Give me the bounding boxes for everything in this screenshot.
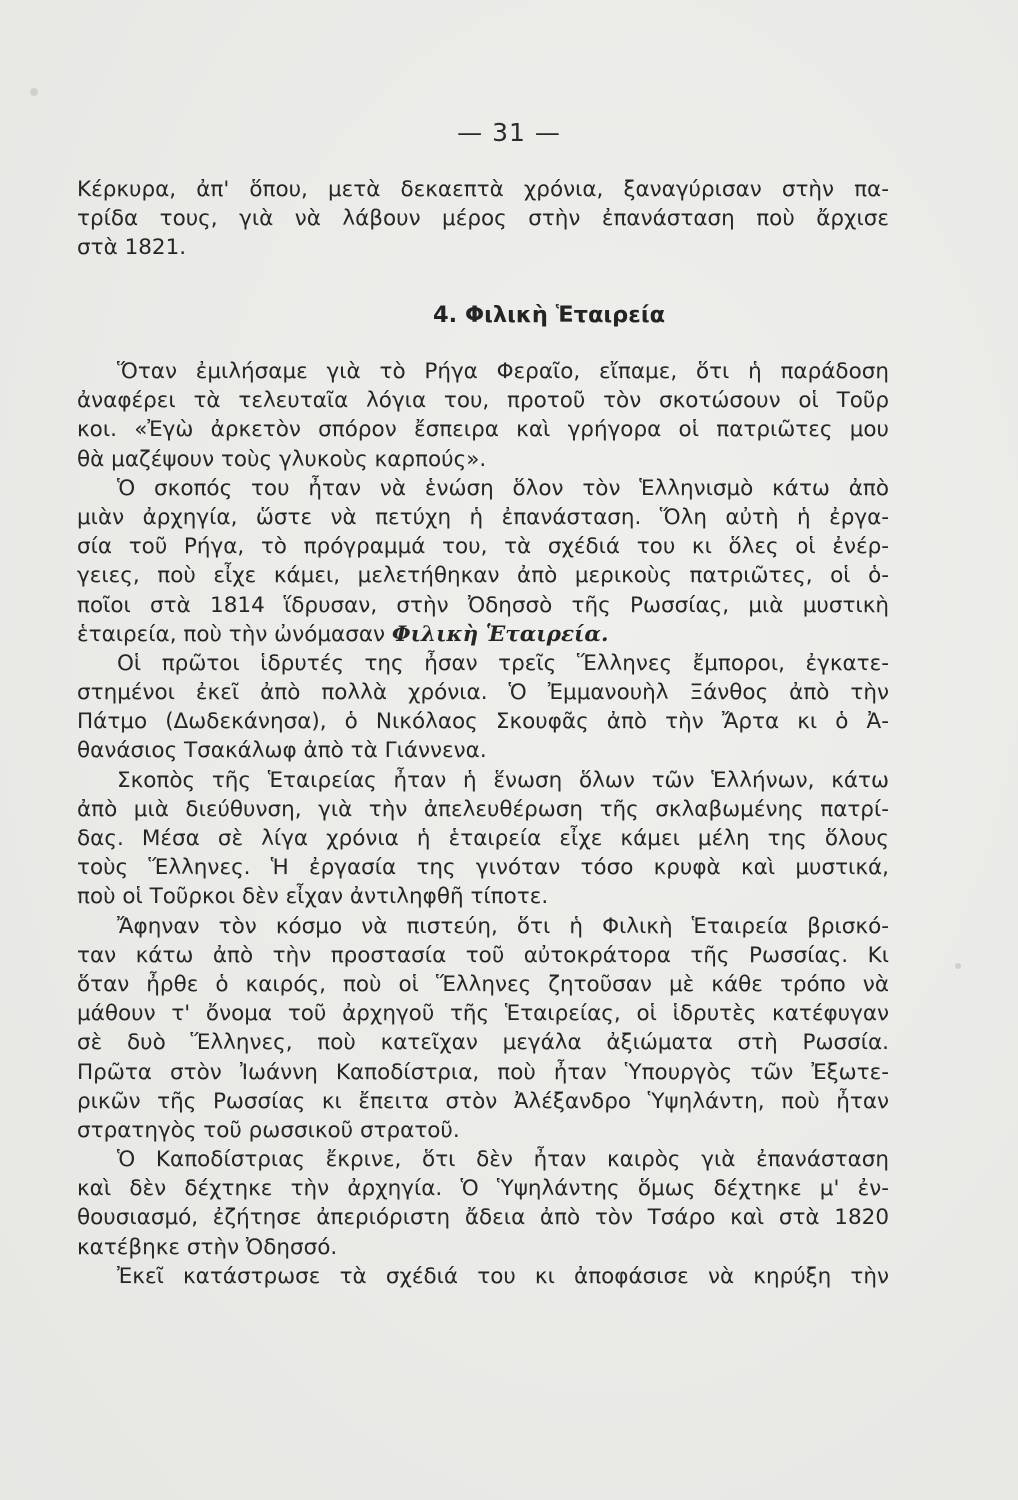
text-line: κατέβηκε στὴν Ὀδησσό. <box>77 1234 338 1260</box>
text-line: δας. Μέσα σὲ λίγα χρόνια ἡ ἑταιρεία εἶχε κάμει μέλη της ὅλους <box>77 826 889 851</box>
intro-paragraph <box>77 175 889 263</box>
text-line: στημένοι ἐκεῖ ἀπὸ πολλὰ χρόνια. Ὁ Ἐμμανουὴλ Ξάνθος ἀπὸ τὴν <box>77 680 889 706</box>
text-line: καὶ δὲν δέχτηκε τὴν ἀρχηγία. Ὁ Ὑψηλάντης ὅμως δέχτηκε μ' ἐν- <box>77 1176 889 1202</box>
text-line: ποῖοι στὰ 1814 ἵδρυσαν, στὴν Ὀδησσὸ τῆς Ρωσσίας, μιὰ μυστικὴ <box>77 592 889 618</box>
text-line: θουσιασμό, ἐζήτησε ἀπεριόριστη ἄδεια ἀπὸ τὸν Τσάρο καὶ στὰ 1820 <box>77 1205 889 1231</box>
text-line: στὰ 1821. <box>77 235 187 261</box>
text-line: μιὰν ἀρχηγία, ὥστε νὰ πετύχη ἡ ἐπανάσταση. Ὅλη αὐτὴ ἡ ἐργα- <box>77 504 889 530</box>
section-heading: 4. Φιλικὴ Ἑταιρεία <box>432 302 666 328</box>
text-line-with-emphasis <box>77 620 889 649</box>
text-line: Κέρκυρα, ἀπ' ὅπου, μετὰ δεκαεπτὰ χρόνια, ξαναγύρισαν στὴν πα- <box>77 177 889 202</box>
text-line: Πάτμο (Δωδεκάνησα), ὁ Νικόλαος Σκουφᾶς ἀπὸ τὴν Ἄρτα κι ὁ Ἀ- <box>77 709 889 735</box>
text-line: σία τοῦ Ρήγα, τὸ πρόγραμμά του, τὰ σχέδιά του κι ὅλες οἱ ἐνέρ- <box>77 534 889 560</box>
section-body <box>77 357 889 1291</box>
text-line: μάθουν τ' ὄνομα τοῦ ἀρχηγοῦ τῆς Ἑταιρείας, οἱ ἱδρυτὲς κατέφυγαν <box>77 1001 889 1027</box>
paper-speck <box>955 963 961 969</box>
text-line: ἀναφέρει τὰ τελευταῖα λόγια του, προτοῦ τὸν σκοτώσουν οἱ Τοῦρ <box>77 388 889 414</box>
paper-speck <box>30 88 38 96</box>
text-line: ποὺ οἱ Τοῦρκοι δὲν εἶχαν ἀντιληφθῆ τίποτε. <box>77 884 549 910</box>
text-line: τρίδα τους, γιὰ νὰ λάβουν μέρος στὴν ἐπανάσταση ποὺ ἄρχισε <box>77 206 889 232</box>
text-line: σὲ δυὸ Ἕλληνες, ποὺ κατεῖχαν μεγάλα ἀξιώματα στὴ Ρωσσία. <box>77 1030 889 1056</box>
text-line: Οἱ πρῶτοι ἱδρυτές της ἦσαν τρεῖς Ἕλληνες ἔμποροι, ἐγκατε- <box>117 650 889 676</box>
text-line: Πρῶτα στὸν Ἰωάννη Καποδίστρια, ποὺ ἦταν Ὑπουργὸς τῶν Ἐξωτε- <box>77 1059 889 1085</box>
text-line: θανάσιος Τσακάλωφ ἀπὸ τὰ Γιάννενα. <box>77 738 487 764</box>
text-line: Ὁ Καποδίστριας ἔκρινε, ὅτι δὲν ἦταν καιρὸς γιὰ ἐπανάσταση <box>117 1147 889 1173</box>
text-line: στρατηγὸς τοῦ ρωσσικοῦ στρατοῦ. <box>77 1117 460 1143</box>
text-line: τοὺς Ἕλληνες. Ἡ ἐργασία της γινόταν τόσο κρυφὰ καὶ μυστικά, <box>77 855 889 881</box>
text-line: ἀπὸ μιὰ διεύθυνση, γιὰ τὴν ἀπελευθέρωση τῆς σκλαβωμένης πατρί- <box>77 796 889 822</box>
emphasized-society-name: Φιλικὴ Ἑταιρεία. <box>391 621 609 647</box>
text-line: Ἐκεῖ κατάστρωσε τὰ σχέδιά του κι ἀποφάσισε νὰ κηρύξη τὴν <box>117 1263 889 1289</box>
text-line: θὰ μαζέψουν τοὺς γλυκοὺς καρπούς». <box>77 446 487 472</box>
text-line: Ὁ σκοπός του ἦταν νὰ ἑνώση ὅλον τὸν Ἑλληνισμὸ κάτω ἀπὸ <box>117 475 889 501</box>
text-fragment: ἑταιρεία, ποὺ τὴν ὠνόμασαν <box>77 621 386 647</box>
text-line: ταν κάτω ἀπὸ τὴν προστασία τοῦ αὐτοκράτορα τῆς Ρωσσίας. Κι <box>77 942 889 968</box>
text-line: Ὅταν ἐμιλήσαμε γιὰ τὸ Ρήγα Φεραῖο, εἴπαμε, ὅτι ἡ παράδοση <box>117 359 889 384</box>
text-line: Ἄφηναν τὸν κόσμο νὰ πιστεύη, ὅτι ἡ Φιλικὴ Ἑταιρεία βρισκό- <box>117 913 889 939</box>
page-number: — 31 — <box>457 118 561 147</box>
text-line: γειες, ποὺ εἶχε κάμει, μελετήθηκαν ἀπὸ μερικοὺς πατριῶτες, οἱ ὁ- <box>77 563 889 589</box>
text-line: κοι. «Ἐγὼ ἀρκετὸν σπόρον ἔσπειρα καὶ γρήγορα οἱ πατριῶτες μου <box>77 417 889 443</box>
text-line: ὅταν ἦρθε ὁ καιρός, ποὺ οἱ Ἕλληνες ζητοῦσαν μὲ κάθε τρόπο νὰ <box>77 971 889 997</box>
text-line: ρικῶν τῆς Ρωσσίας κι ἔπειτα στὸν Ἀλέξανδρο Ὑψηλάντη, ποὺ ἦταν <box>77 1088 889 1114</box>
text-line: Σκοπὸς τῆς Ἑταιρείας ἦταν ἡ ἕνωση ὅλων τῶν Ἑλλήνων, κάτω <box>117 767 889 793</box>
